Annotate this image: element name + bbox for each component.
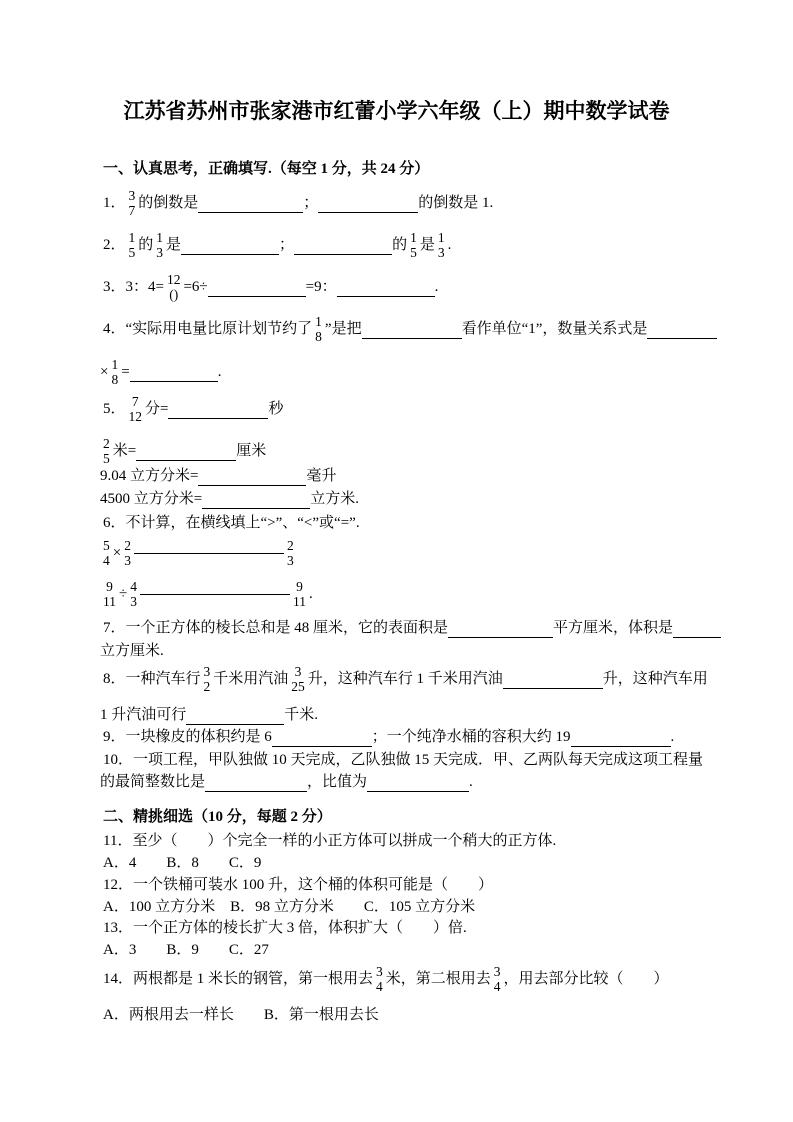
fraction-numerator: 3 [493,964,501,979]
text-run: × [112,544,122,561]
answer-blank[interactable] [294,236,392,255]
text-run: 的 [138,236,154,253]
fraction [201,664,214,694]
fraction-numerator: 3 [128,188,136,203]
question-14-options [103,1005,379,1026]
text-run: 分= [145,400,169,417]
fraction-denominator: 4 [376,979,383,994]
fraction-numerator: 2 [124,538,131,553]
text-run: 厘米 [236,442,267,459]
question-9 [103,727,674,748]
text-run: A．100 立方分米 B．98 立方分米 C．105 立方分米 [103,899,476,915]
fraction-numerator: 4 [130,579,137,594]
fraction-numerator: 12 [166,272,181,287]
fraction-denominator: 3 [124,553,131,568]
text-run: 一、认真思考，正确填写.（每空 1 分，共 24 分） [103,161,430,177]
fraction-numerator: 3 [203,664,211,679]
fraction-numerator: 7 [131,394,139,409]
fraction-denominator: 8 [315,329,322,344]
fraction [100,538,113,568]
text-run: 6．不计算，在横线填上“>”、“<”或“=”. [103,515,360,531]
text-run: 4．“实际用电量比原计划节约了 [103,320,313,337]
answer-blank[interactable] [198,194,303,213]
text-run: 2． [103,236,126,253]
question-1 [103,186,493,220]
question-8-line-1 [103,662,708,696]
text-run: 看作单位“1”，数量关系式是 [461,320,648,337]
fraction-numerator: 2 [286,538,294,553]
fraction-numerator: 1 [437,230,445,245]
fraction [121,538,134,568]
answer-blank[interactable] [647,320,717,339]
answer-blank[interactable] [673,619,721,638]
text-run: 1． [103,194,126,211]
text-run: 秒 [268,400,284,417]
text-run: =9： [305,278,337,295]
text-run: = [121,363,130,380]
text-run: A．3 B．9 C．27 [103,942,269,958]
text-run: . [434,278,439,295]
text-run: . [308,585,313,602]
answer-blank[interactable] [337,278,435,297]
text-run: ÷ [119,585,128,602]
text-run: 9.04 立方分米= [100,468,199,484]
question-7-line-1 [103,618,721,639]
question-14 [103,962,669,996]
answer-blank[interactable] [318,194,418,213]
fraction [284,538,297,568]
question-7-line-2 [100,641,164,662]
fraction [312,314,325,344]
answer-blank[interactable] [168,400,268,419]
text-run: . [447,236,452,253]
question-8-line-2 [100,705,318,726]
text-run: 9．一块橡皮的体积约是 6 [103,729,272,745]
answer-blank[interactable] [571,728,671,747]
fraction-denominator: 3 [130,594,137,609]
question-11-options [103,853,261,874]
text-run: 立方厘米. [100,643,164,659]
section-1-heading [103,159,429,180]
answer-blank[interactable] [503,670,603,689]
text-run: A．4 B．8 C．9 [103,855,262,871]
page-title: 江苏省苏州市张家港市红蕾小学六年级（上）期中数学试卷 [123,99,670,123]
text-run: 3．3：4= [103,278,164,295]
fraction [164,272,184,302]
fraction-denominator: 11 [103,594,116,609]
text-run: 7．一个正方体的棱长总和是 48 厘米，它的表面积是 [103,620,449,636]
question-5-line-1 [103,392,284,426]
fraction-numerator: 1 [156,230,164,245]
fraction-denominator: 11 [292,594,306,609]
text-run: 是 [166,236,182,253]
answer-blank[interactable] [130,363,218,382]
fraction [153,230,166,260]
answer-blank[interactable] [186,706,284,725]
fraction-denominator: 3 [437,245,445,260]
question-12-options [103,897,475,918]
text-run: 毫升 [306,468,337,484]
fraction [126,394,146,424]
fraction-numerator: 1 [315,314,322,329]
question-5-line-2 [100,434,266,468]
fraction-numerator: 1 [410,230,417,245]
question-6-compare-1 [100,536,297,570]
fraction [491,964,504,994]
text-run: 11．至少（ ）个完全一样的小正方体可以拼成一个稍大的正方体. [103,833,557,849]
text-run: . [670,729,675,745]
question-13-options [103,940,269,961]
section-2-heading [103,807,332,828]
answer-blank[interactable] [202,490,310,509]
text-run: 千米. [284,707,319,723]
fraction-numerator: 3 [294,664,302,679]
answer-blank[interactable] [208,278,306,297]
fraction-denominator: 5 [128,245,136,260]
text-run: 14．两根都是 1 米长的钢管，第一根用去 [103,970,374,987]
answer-blank[interactable] [205,773,307,792]
text-run: 二、精挑细选（10 分，每题 2 分） [103,809,332,825]
text-run: . [469,774,473,790]
text-run: 是 [419,236,435,253]
fraction-denominator: 4 [493,979,501,994]
fraction [288,664,308,694]
question-6-compare-2 [100,577,313,611]
text-run: 升，这种汽车行 1 千米用汽油 [307,670,503,687]
text-run: 的最简整数比是 [100,774,206,790]
fraction [108,357,121,387]
fraction-denominator: 2 [203,679,211,694]
answer-blank[interactable] [181,236,279,255]
text-run: ，比值为 [307,774,368,790]
question-4-line-2 [100,355,221,389]
question-11 [103,831,556,852]
question-2 [103,228,451,262]
question-10-line-2 [100,772,473,793]
text-run: A．两根用去一样长 B．第一根用去长 [103,1007,379,1023]
fraction [435,230,448,260]
text-run: 的倒数是 [138,194,199,211]
question-4-line-1 [103,312,717,346]
fraction-denominator: 3 [156,245,164,260]
answer-blank[interactable] [362,320,462,339]
fraction-numerator: 1 [111,357,119,372]
answer-blank[interactable] [367,773,469,792]
text-run: 8．一种汽车行 [103,670,201,687]
answer-blank[interactable] [134,553,284,554]
fraction-denominator: 4 [103,553,110,568]
fraction [290,579,309,609]
text-run: 米，第二根用去 [385,970,491,987]
fraction [373,964,386,994]
fraction-numerator: 1 [128,230,136,245]
fraction [100,579,119,609]
text-run: ；一个纯净水桶的容积大约 19 [371,729,571,745]
fraction [126,188,139,218]
fraction-denominator: 7 [128,203,136,218]
text-run: 12．一个铁桶可装水 100 升，这个桶的体积可能是（ ） [103,877,494,893]
answer-blank[interactable] [272,728,372,747]
fraction-denominator: () [169,287,179,302]
fraction-denominator: 25 [291,679,305,694]
text-run: 1 升汽油可行 [100,707,187,723]
fraction-numerator: 2 [103,436,110,451]
answer-blank[interactable] [448,619,553,638]
question-5-line-4 [100,489,359,510]
question-5-line-3 [100,466,336,487]
text-run: 的 [392,236,408,253]
text-run: 米= [112,442,137,459]
fraction-denominator: 5 [410,245,417,260]
answer-blank[interactable] [140,594,290,595]
text-run: × [100,363,109,380]
fraction-numerator: 5 [103,538,110,553]
text-run: 的倒数是 1. [418,194,494,211]
fraction [407,230,420,260]
question-6 [103,513,360,534]
text-run: 13．一个正方体的棱长扩大 3 倍，体积扩大（ ）倍. [103,920,467,936]
fraction-denominator: 3 [286,553,294,568]
answer-blank[interactable] [136,442,236,461]
text-run: ，用去部分比较（ ） [503,970,669,987]
text-run: 5． [103,400,126,417]
question-10-line-1 [103,750,703,771]
fraction-denominator: 12 [128,409,143,424]
fraction-numerator: 3 [376,964,383,979]
text-run: ； [279,236,295,253]
text-run: . [217,363,222,380]
text-run: 升，这种汽车用 [602,670,708,687]
question-3 [103,270,438,304]
fraction [100,436,113,466]
text-run: 立方米. [310,491,359,507]
question-12 [103,875,493,896]
fraction [127,579,140,609]
fraction-denominator: 8 [111,372,119,387]
fraction-numerator: 9 [106,579,113,594]
text-run: 10．一项工程，甲队独做 10 天完成，乙队独做 15 天完成．甲、乙两队每天完成这项工程量 [103,752,704,768]
text-run: =6÷ [183,278,208,295]
text-run: ”是把 [324,320,362,337]
text-run: 千米用汽油 [213,670,289,687]
text-run: 4500 立方分米= [100,491,203,507]
fraction [126,230,139,260]
fraction-denominator: 5 [103,451,110,466]
text-run: 平方厘米，体积是 [553,620,674,636]
text-run: ； [303,194,319,211]
question-13 [103,918,467,939]
answer-blank[interactable] [198,467,306,486]
fraction-numerator: 9 [296,579,303,594]
